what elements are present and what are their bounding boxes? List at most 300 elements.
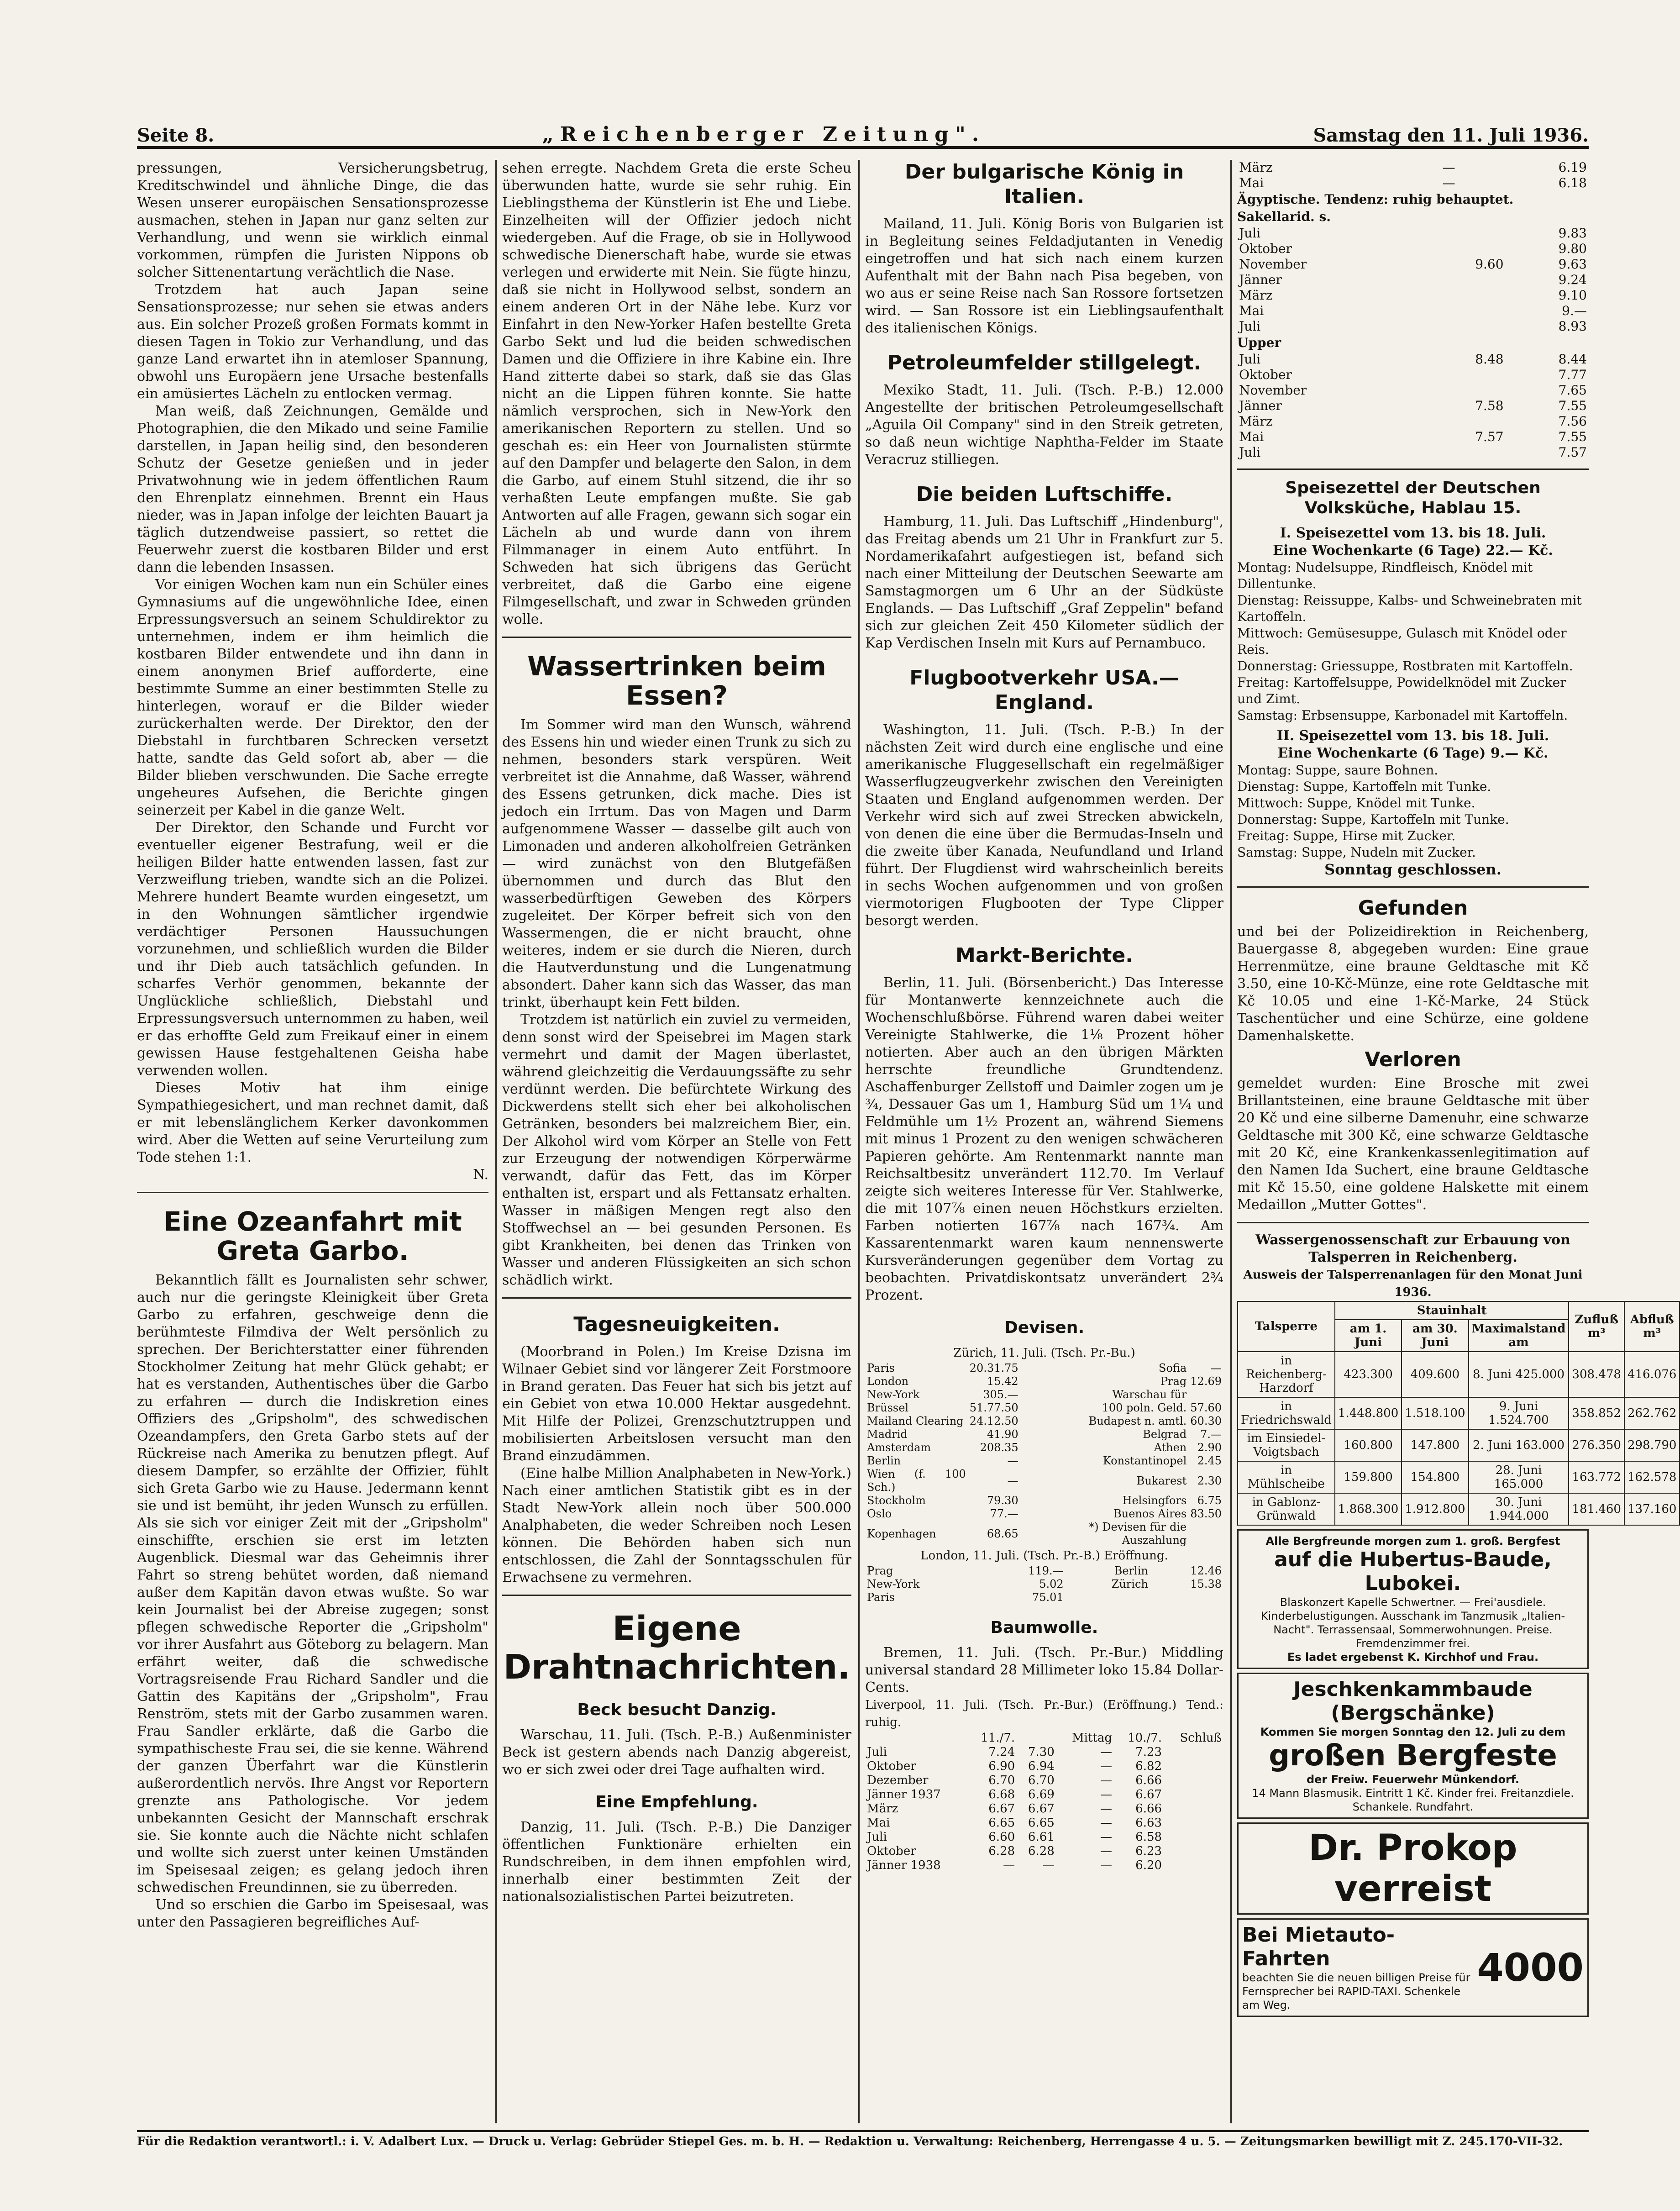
baumwolle-heading: Baumwolle. xyxy=(990,1618,1098,1637)
table-cell: — xyxy=(1100,1788,1113,1801)
talsperren-heading: Wassergenossenschaft zur Erbauung von Talsperren in Reichenberg. xyxy=(1255,1232,1570,1265)
cotton-row xyxy=(865,1774,1223,1788)
table-cell xyxy=(1422,226,1505,241)
table-cell: 41.90 xyxy=(987,1428,1018,1441)
verloren-heading: Verloren xyxy=(1365,1048,1461,1071)
table-cell: 6.70 xyxy=(988,1774,1015,1787)
table-cell: 119.— xyxy=(1028,1564,1064,1577)
table-cell: 7.77 xyxy=(1558,367,1587,382)
cotton-row xyxy=(1237,367,1589,383)
menu-item: Freitag: Kartoffelsuppe, Powidelknödel mit Zucker und Zimt. xyxy=(1237,675,1566,706)
table-row xyxy=(1238,1397,1680,1429)
table-cell xyxy=(1422,367,1505,383)
table-cell: März xyxy=(1239,414,1273,429)
article-paragraph: Warschau, 11. Juli. (Tsch. P.-B.) Außenminister Beck ist gestern abends nach Danzig abgereist, wo er sich zwei oder drei Tage aufhalten wird. xyxy=(502,1727,851,1778)
table-cell: Mai xyxy=(867,1816,890,1830)
table-cell: Madrid xyxy=(867,1428,908,1441)
table-cell: 24.12.50 xyxy=(969,1415,1018,1427)
devisen-heading: Devisen. xyxy=(1004,1318,1085,1337)
ad-line: auf die Hubertus-Baude, Lubokei. xyxy=(1274,1548,1552,1595)
table-cell: 2. Juni 163.000 xyxy=(1469,1429,1569,1461)
table-cell: 20.31.75 xyxy=(969,1362,1018,1374)
sakel-heading: Sakellarid. s. xyxy=(1237,209,1331,224)
menu-item: Mittwoch: Gemüsesuppe, Gulasch mit Knödel oder Reis. xyxy=(1237,626,1567,657)
article-paragraph: Mexiko Stadt, 11. Juli. (Tsch. P.-B.) 12.000 Angestellte der britischen Petroleumgesellschaft „Aguila Oil Company" sind in den Streik getreten, so daß neun wichtige Naphtha-Felder im Staate Veracruz stilliegen. xyxy=(865,382,1223,468)
table-cell: New-York xyxy=(867,1578,920,1590)
menu-item: Mittwoch: Suppe, Knödel mit Tunke. xyxy=(1237,795,1475,811)
table-cell: 6.68 xyxy=(988,1788,1015,1801)
table-cell: 2.90 xyxy=(1197,1441,1222,1454)
cotton-row xyxy=(1237,288,1589,303)
table-cell: 77.— xyxy=(990,1507,1018,1520)
speise-closed: Sonntag geschlossen. xyxy=(1324,861,1502,878)
devisen-table-london xyxy=(865,1564,1223,1604)
menu-item: Freitag: Suppe, Hirse mit Zucker. xyxy=(1237,828,1456,843)
table-cell: — xyxy=(1100,1858,1113,1872)
menu-item: Samstag: Suppe, Nudeln mit Zucker. xyxy=(1237,845,1476,860)
upper-table xyxy=(1237,352,1589,460)
table-header: Mittag xyxy=(1072,1731,1113,1745)
table-cell: 83.50 xyxy=(1190,1507,1222,1520)
table-cell: 7.55 xyxy=(1558,398,1587,413)
baumwolle-source: Liverpool, 11. Juli. (Tsch. Pr.-Bur.) (Eröffnung.) Tend.: ruhig. xyxy=(865,1698,1223,1729)
table-cell: — xyxy=(1007,1454,1018,1467)
menu-item: Donnerstag: Suppe, Kartoffeln mit Tunke. xyxy=(1237,812,1509,827)
table-header: 10./7. xyxy=(1128,1731,1162,1745)
table-cell: 5.02 xyxy=(1039,1578,1064,1590)
cotton-row xyxy=(1237,319,1589,334)
menu-item: Donnerstag: Griessuppe, Rostbraten mit Kartoffeln. xyxy=(1237,658,1573,674)
draht-heading: Eigene Drahtnachrichten. xyxy=(503,1609,850,1687)
table-cell: 6.23 xyxy=(1135,1844,1162,1858)
table-cell: — xyxy=(1442,175,1455,190)
ad-hubertus-baude xyxy=(1237,1529,1589,1669)
article-paragraph: Man weiß, daß Zeichnungen, Gemälde und Photographien, die den Mikado und seine Familie darstellen, in Japan heilig sind, den besonderen Schutz der Gesetze genießen und in jeder Privatwohnung wie in jedem öffentlichen Raum den Ehrenplatz einnehmen. Brennt ein Haus nieder, was in Japan infolge der leichten Bauart ja täglich dutzendweise passiert, so rettet die Feuerwehr zuerst die kostbaren Bilder und erst dann die lebenden Insassen. xyxy=(137,403,488,575)
menu-item: Montag: Suppe, saure Bohnen. xyxy=(1237,763,1438,778)
column-2 xyxy=(502,160,851,2123)
table-cell: 6.65 xyxy=(1028,1816,1055,1830)
column-1 xyxy=(137,160,488,2123)
article-paragraph: Washington, 11. Juli. (Tsch. P.-B.) In der nächsten Zeit wird durch eine englische und eine amerikanische Fluggesellschaft ein regelmäßiger Wasserflugzeugverkehr zwischen den Vereinigten Staaten und England aufgenommen werden. Der Verkehr wird sich auf zwei Strecken abwickeln, von denen die eine über die Bermudas-Inseln und die zweite über Kanada, Neufundland und Irland führt. Der Flugdienst wird wahrscheinlich bereits in sechs Wochen aufgenommen und von großen viermotorigen Flugbooten der Type Clipper besorgt werden. xyxy=(865,722,1223,929)
table-cell: Belgrad xyxy=(1143,1428,1187,1441)
cotton-row xyxy=(1237,429,1589,445)
cotton-row xyxy=(865,1759,1223,1774)
table-cell: 305.— xyxy=(983,1388,1018,1401)
table-cell: 8. Juni 425.000 xyxy=(1469,1352,1569,1397)
table-cell: 276.350 xyxy=(1569,1429,1624,1461)
table-cell: New-York xyxy=(867,1388,920,1401)
table-cell: 6.66 xyxy=(1135,1802,1162,1816)
table-cell: 9.24 xyxy=(1558,272,1587,287)
menu-item: Dienstag: Suppe, Kartoffeln mit Tunke. xyxy=(1237,779,1491,794)
table-cell: 6.75 xyxy=(1197,1494,1222,1507)
table-cell: Helsingfors xyxy=(1122,1494,1187,1507)
column-rule xyxy=(1230,160,1232,2123)
cotton-row xyxy=(865,1858,1223,1873)
table-cell: 2.30 xyxy=(1197,1474,1222,1487)
cotton-row xyxy=(1237,383,1589,398)
table-cell: November xyxy=(1239,383,1307,398)
table-cell: 6.67 xyxy=(988,1802,1015,1816)
cotton-row xyxy=(865,1788,1223,1802)
cotton-row xyxy=(865,1830,1223,1844)
aegypt-heading: Ägyptische. Tendenz: ruhig behauptet. xyxy=(1237,192,1514,207)
table-cell: Mai xyxy=(1239,175,1264,190)
table-cell: 57.60 xyxy=(1190,1401,1222,1414)
devisen-row xyxy=(865,1441,1223,1454)
ad-taxi xyxy=(1237,1918,1589,2017)
table-cell: Juli xyxy=(867,1745,887,1759)
bulgarian-king-heading: Der bulgarische König in Italien. xyxy=(904,160,1184,208)
ad-line: Jeschkenkammbaude (Bergschänke) xyxy=(1293,1678,1533,1725)
table-cell: 8.48 xyxy=(1475,352,1504,367)
cotton-row xyxy=(865,1745,1223,1759)
table-cell: 51.77.50 xyxy=(969,1401,1018,1414)
cotton-row xyxy=(1237,241,1589,257)
devisen-source-london: London, 11. Juli. (Tsch. Pr.-B.) Eröffnung. xyxy=(920,1549,1168,1563)
devisen-table xyxy=(865,1362,1223,1547)
table-cell: 9.80 xyxy=(1558,241,1587,256)
beck-heading: Beck besucht Danzig. xyxy=(577,1700,777,1719)
devisen-row xyxy=(865,1362,1223,1375)
table-cell: 9.83 xyxy=(1558,226,1587,241)
table-cell: 6.28 xyxy=(1028,1844,1055,1858)
ad-line: Blaskonzert Kapelle Schwertner. — Frei'ausdiele. Kinderbelustigungen. Ausschank im Tanzmusik „Italien-Nacht". Terrassensaal, Sommerwohnungen. Preise. Fremdenzimmer frei. xyxy=(1260,1596,1565,1650)
table-cell: 6.94 xyxy=(1028,1759,1055,1773)
speise2-heading: II. Speisezettel vom 13. bis 18. Juli. xyxy=(1276,728,1549,744)
table-cell: März xyxy=(1239,288,1273,303)
table-cell: Warschau für xyxy=(1112,1388,1187,1401)
table-cell: 416.076 xyxy=(1624,1352,1680,1397)
table-cell: 154.800 xyxy=(1402,1461,1468,1493)
table-cell xyxy=(1188,1521,1223,1547)
table-cell: Paris xyxy=(867,1591,895,1604)
table-cell: Jänner xyxy=(1239,272,1282,287)
article-paragraph: Berlin, 11. Juli. (Börsenbericht.) Das Interesse für Montanwerte kennzeichnete auch die Wochenschlußbörse. Führend waren dabei weiter Vereinigte Stahlwerke, die 1⅛ Prozent höher notierten. Aber auch an den übrigen Märkten herrschte freundliche Grundtendenz. Aschaffenburger Zellstoff und Daimler zogen um je ¾, Dessauer Gas um 1, Hamburg Süd um 1¼ und Feldmühle um 1½ Prozent an, während Siemens mit minus 1 Prozent zu den wenigen schwächeren Papieren gehörte. Am Rentenmarkt nannte man Reichsaltbesitz unverändert 112.70. Im Verlauf zeigte sich weiteres Interesse für Ver. Stahlwerke, die mit 107⅞ einen neuen Höchstkurs erzielten. Farben notierten 167⅞ nach 167¾. Am Kassarentenmarkt waren kaum nennenswerte Kursveränderungen gegenüber dem Vortag zu beobachten. Privatdiskontsatz unverändert 2¾ Prozent. xyxy=(865,975,1223,1303)
table-cell: 8.93 xyxy=(1558,319,1587,334)
table-cell: 9.10 xyxy=(1558,288,1587,303)
table-cell: 75.01 xyxy=(1032,1591,1064,1604)
table-cell xyxy=(1422,288,1505,303)
table-cell: 6.61 xyxy=(1028,1830,1055,1844)
table-cell: Stockholm xyxy=(867,1494,926,1507)
table-cell xyxy=(1422,445,1505,460)
article-paragraph: Im Sommer wird man den Wunsch, während des Essens hin und wieder einen Trunk zu sich zu nehmen, besonders stark verspüren. Weit verbreitet ist die Annahme, daß Wasser, während des Essens getrunken, dick mache. Dies ist jedoch ein Irrtum. Das von Magen und Darm aufgenommene Wasser — dasselbe gilt auch von Limonaden und anderen alkoholfreien Getränken — wird zunächst von den Blutgefäßen übernommen und durch das Blut den wasserbedürftigen Geweben des Körpers zugeleitet. Der Körper befreit sich von den Wassermengen, die er nicht braucht, ohne weiteres, indem er sie durch die Nieren, durch die Hautverdunstung und die Lungenatmung absondert. Daher kann sich das Wasser, das man trinkt, überhaupt kein Fett bilden. xyxy=(502,717,851,1011)
ad-line: der Freiw. Feuerwehr Münkendorf. xyxy=(1306,1773,1520,1786)
table-cell: — xyxy=(1100,1802,1113,1816)
flugboot-heading: Flugbootverkehr USA.—England. xyxy=(909,666,1179,714)
table-cell: — xyxy=(1100,1774,1113,1787)
gefunden-heading: Gefunden xyxy=(1358,896,1468,920)
table-cell: 9.— xyxy=(1562,303,1587,318)
table-cell: 137.160 xyxy=(1624,1493,1680,1525)
table-cell: Bukarest xyxy=(1136,1474,1187,1487)
table-cell: 308.478 xyxy=(1569,1352,1624,1397)
table-cell: 6.20 xyxy=(1135,1858,1162,1872)
sakel-table xyxy=(1237,226,1589,334)
devisen-row xyxy=(865,1415,1223,1428)
menu-item: Montag: Nudelsuppe, Rindfleisch, Knödel mit Dillentunke. xyxy=(1237,560,1533,591)
table-row xyxy=(1238,1493,1680,1525)
table-cell: 7.23 xyxy=(1135,1745,1162,1759)
devisen-row xyxy=(865,1375,1223,1388)
table-cell: im Einsiedel-Voigtsbach xyxy=(1238,1429,1335,1461)
cotton-row xyxy=(1237,175,1589,191)
table-cell: Oslo xyxy=(867,1507,892,1520)
table-cell: Mailand Clearing xyxy=(867,1415,964,1427)
table-cell: Brüssel xyxy=(867,1401,909,1414)
table-cell: Jänner xyxy=(1239,398,1282,413)
cotton-row xyxy=(1237,160,1589,175)
table-cell: 6.65 xyxy=(988,1816,1015,1830)
ad-line: großen Bergfeste xyxy=(1269,1739,1557,1773)
table-cell xyxy=(1422,303,1505,319)
devisen-row xyxy=(865,1494,1223,1507)
ad-phone-number: 4000 xyxy=(1477,1945,1584,1990)
table-cell: 2.45 xyxy=(1197,1454,1222,1467)
table-cell: London xyxy=(867,1375,909,1388)
table-cell: *) Devisen für die Auszahlung xyxy=(1089,1521,1187,1547)
devisen-row xyxy=(865,1468,1223,1494)
table-header: am 1. Juni xyxy=(1335,1320,1402,1352)
cotton-row xyxy=(1237,445,1589,460)
issue-date: Samstag den 11. Juli 1936. xyxy=(1313,125,1589,146)
table-cell: 15.38 xyxy=(1190,1578,1222,1590)
table-header: am 30. Juni xyxy=(1402,1320,1468,1352)
article-paragraph: Vor einigen Wochen kam nun ein Schüler eines Gymnasiums auf die ungewöhnliche Idee, einen Erpressungsversuch an seinem Schuldirektor zu unternehmen, indem er ihm heimlich die kostbaren Bilder entwendete und ihn dann in einem anonymen Brief aufforderte, eine bestimmte Summe an einer bestimmten Stelle zu hinterlegen, worauf er die Bilder wieder zurückerhalten werde. Der Direktor, den der Diebstahl in furchtbaren Schrecken versetzt hatte, sandte das Geld sofort ab, aber — die Bilder blieben verschwunden. Die Sache erregte ungeheures Aufsehen, die Berichte gingen seinerzeit per Kabel in die ganze Welt. xyxy=(137,577,488,818)
cotton-row xyxy=(1237,257,1589,272)
divider xyxy=(1237,886,1589,888)
table-cell: Jänner 1938 xyxy=(867,1858,941,1872)
table-cell: 7.57 xyxy=(1475,429,1504,444)
table-cell: 6.28 xyxy=(988,1844,1015,1858)
table-cell: 9.60 xyxy=(1475,257,1504,272)
devisen-row xyxy=(865,1388,1223,1401)
talsperren-table xyxy=(1237,1301,1680,1526)
ad-line: Es ladet ergebenst K. Kirchhof und Frau. xyxy=(1287,1651,1539,1664)
upper-heading: Upper xyxy=(1237,335,1281,350)
article-paragraph: (Eine halbe Million Analphabeten in New-York.) Nach einer amtlichen Statistik gibt es in der Stadt New-York allein noch über 500.000 Analphabeten, die weder Schreiben noch Lesen können. Die Behörden haben sich nun entschlossen, die Zahl der Sonntagsschulen für Erwachsene zu vermehren. xyxy=(502,1465,851,1585)
article-paragraph: Trotzdem hat auch Japan seine Sensationsprozesse; nur sehen sie etwas anders aus. Ein solcher Prozeß großen Formats kommt in diesen Tagen in Tokio zur Verhandlung, und das ganze Land erwartet ihn in atemloser Spannung, obwohl uns Europäern jene Ursache bestenfalls ein amüsiertes Lächeln zu entlocken vermag. xyxy=(137,282,488,402)
table-cell xyxy=(1066,1591,1150,1604)
table-cell: Oktober xyxy=(1239,367,1292,382)
menu-item: Dienstag: Reissuppe, Kalbs- und Schweinebraten mit Kartoffeln. xyxy=(1237,593,1582,624)
table-cell: 6.90 xyxy=(988,1759,1015,1773)
divider xyxy=(502,1595,851,1596)
table-cell xyxy=(1422,319,1505,334)
page-number: Seite 8. xyxy=(137,125,215,146)
table-cell: — xyxy=(1007,1474,1018,1487)
petroleum-heading: Petroleumfelder stillgelegt. xyxy=(887,351,1202,374)
ad-line: Dr. Prokop verreist xyxy=(1308,1827,1517,1910)
table-cell: Juli xyxy=(1239,445,1261,460)
table-cell: 6.82 xyxy=(1135,1759,1162,1773)
cotton-row xyxy=(1237,352,1589,367)
baumwolle-table xyxy=(865,1731,1223,1873)
article-paragraph: Dieses Motiv hat ihm einige Sympathiegesichert, und man rechnet damit, daß er mit lebenslänglichem Kerker davonkommen wird. Aber die Wetten auf seine Verurteilung zum Tode stehen 1:1. xyxy=(137,1080,488,1165)
table-cell: 6.67 xyxy=(1028,1802,1055,1816)
table-cell: Prag xyxy=(867,1564,893,1577)
table-header: Zufluß m³ xyxy=(1569,1301,1624,1352)
column-rule xyxy=(858,160,860,2123)
table-cell: — xyxy=(1100,1816,1113,1830)
table-cell: Wien (f. 100 Sch.) xyxy=(867,1468,966,1494)
cotton-row xyxy=(865,1844,1223,1858)
table-cell: Oktober xyxy=(867,1759,916,1773)
devisen-row xyxy=(865,1454,1223,1468)
article-paragraph: Trotzdem ist natürlich ein zuviel zu vermeiden, denn sonst wird der Speisebrei im Magen stark vermehrt und damit der Magen überlastet, während gleichzeitig die Verdauungssäfte zu sehr verdünnt werden. Die befürchtete Wirkung des Dickwerdens stellt sich eher bei alkoholischen Getränken, besonders bei malzreichem Bier, ein. Der Alkohol wird vom Körper an Stelle von Fett zur Erzeugung der notwendigen Körperwärme verwandt, dafür das Fett, das im Körper enthalten ist, erspart und als Fettansatz erhalten. Wasser in mäßigen Mengen regt also den Stoffwechsel an — bei gesunden Personen. Es gibt Krankheiten, bei denen das Trinken von Wasser und anderen Flüssigkeiten an sich schon schädlich wirkt. xyxy=(502,1012,851,1288)
table-cell: 181.460 xyxy=(1569,1493,1624,1525)
table-cell: Juli xyxy=(1239,352,1261,367)
devisen-row xyxy=(865,1507,1223,1521)
table-cell: 6.67 xyxy=(1135,1788,1162,1801)
article-paragraph: Hamburg, 11. Juli. Das Luftschiff „Hindenburg", das Freitag abends um 21 Uhr in Frankfurt zur 5. Nordamerikafahrt aufgestiegen ist, befand sich nach einer Mitteilung der Deutschen Seewarte am Samstagmorgen um 6 Uhr an der Südküste Englands. — Das Luftschiff „Graf Zeppelin" befand sich zur gleichen Zeit 450 Kilometer südlich der Kap Verdischen Inseln mit Kurs auf Pernambuco. xyxy=(865,514,1223,651)
empfehlung-heading: Eine Empfehlung. xyxy=(595,1793,758,1811)
table-header xyxy=(1017,1731,1056,1745)
table-cell: Mai xyxy=(1239,303,1264,318)
table-cell xyxy=(1188,1388,1223,1401)
table-cell xyxy=(1422,414,1505,429)
article-paragraph: Und so erschien die Garbo im Speisesaal, was unter den Passagieren begreifliches Auf- xyxy=(137,1897,488,1930)
wasser-heading: Wassertrinken beim Essen? xyxy=(527,651,826,711)
table-cell: 6.69 xyxy=(1028,1788,1055,1801)
ad-line: 14 Mann Blasmusik. Eintritt 1 Kč. Kinder frei. Freitanzdiele. Schankele. Rundfahrt. xyxy=(1252,1787,1574,1813)
table-cell xyxy=(1150,1591,1223,1604)
table-cell: Buenos Aires xyxy=(1113,1507,1187,1520)
table-header: Stauinhalt xyxy=(1335,1301,1569,1320)
divider xyxy=(137,1192,488,1193)
devisen-row xyxy=(865,1578,1223,1591)
table-cell: Athen xyxy=(1154,1441,1187,1454)
table-cell: 423.300 xyxy=(1335,1352,1402,1397)
devisen-row xyxy=(865,1428,1223,1441)
table-cell: März xyxy=(867,1802,898,1816)
divider xyxy=(1237,1222,1589,1223)
cotton-row xyxy=(1237,414,1589,429)
table-header-row xyxy=(865,1731,1223,1745)
table-cell: 6.60 xyxy=(988,1830,1015,1844)
table-cell: 358.852 xyxy=(1569,1397,1624,1429)
table-cell: 6.70 xyxy=(1028,1774,1055,1787)
article-paragraph: Bekanntlich fällt es Journalisten sehr schwer, auch nur die geringste Kleinigkeit über Greta Garbo zu erfahren, geschweige denn die berühmteste Filmdiva der Welt persönlich zu sprechen. Der Berichterstatter einer führenden Stockholmer Zeitung hat mehr Glück gehabt; er hat es verstanden, Authentisches über die Garbo zu erfahren — durch die Indiskretion eines Offiziers des „Gripsholm", des schwedischen Ozeandampfers, den Greta Garbo stets auf der Rückreise nach Amerika zu benutzen pflegt. Auf diesem Dampfer, so erzählte der Offizier, fühlt sich Greta Garbo wie zu Hause. Jedermann kennt sie und ist bemüht, ihr jeden Wunsch zu erfüllen. Als sie sich vor einiger Zeit mit der „Gripsholm" einschiffte, erschien sie erst im letzten Augenblick. Diesmal war das Geheimnis ihrer Fahrt so streng behütet worden, daß niemand außer dem Kapitän davon etwas wußte. So war kein Journalist bei der Abreise zugegen; sonst pflegen schwedische Reporter die „Gripsholm" vor ihrer Ausfahrt aus Göteborg zu belagern. Man erfährt weiter, daß die schwedische Vortragsreisende Frau Richard Sandler und die Gattin des Kapitäns der „Gripsholm", Frau Renström, stets mit der Garbo zusammen waren. Frau Sandler erklärte, daß die Garbo die sympathischeste Frau sei, die sie kenne. Während der ganzen Überfahrt war die Künstlerin außerordentlich nervös. Ihre Angst vor Reportern grenzte ans Pathologische. Vor jedem unbekannten Gesicht der Mannschaft erschrak sie. Sie konnte auch die Nächte nicht schlafen und wollte sich zuerst unter keinen Umständen im Speisesaal zeigen; es gelang jedoch ihren schwedischen Freundinnen, sie zu überreden. xyxy=(137,1272,488,1895)
article-paragraph: pressungen, Versicherungsbetrug, Kreditschwindel und ähnliche Dinge, die das Wesen unserer europäischen Sensationsprozesse ausmachen, stehen in Japan nur ganz selten zur Verhandlung, und wenn sie wirklich einmal vorkommen, rümpfen die Juristen Nippons ob solcher Sittenentartung verächtlich die Nase. xyxy=(137,160,488,280)
table-cell: 298.790 xyxy=(1624,1429,1680,1461)
table-cell: 100 poln. Geld. xyxy=(1102,1401,1187,1414)
table-cell: 7.30 xyxy=(1028,1745,1055,1759)
table-cell: 7.24 xyxy=(988,1745,1015,1759)
article-paragraph: Danzig, 11. Juli. (Tsch. P.-B.) Die Danziger öffentlichen Funktionäre erhielten ein Rundschreiben, in dem ihnen empfohlen wird, innerhalb einer bestimmten Zeit der nationalsozialistischen Partei beizutreten. xyxy=(502,1819,851,1905)
article-signature: N. xyxy=(473,1167,488,1183)
table-cell: 7.56 xyxy=(1558,414,1587,429)
table-cell: — xyxy=(1211,1362,1222,1374)
table-cell: in Mühlscheibe xyxy=(1238,1461,1335,1493)
table-cell: Mai xyxy=(1239,429,1264,444)
table-cell: Prag xyxy=(1160,1375,1187,1388)
table-header: Abfluß m³ xyxy=(1624,1301,1680,1352)
table-cell: 1.868.300 xyxy=(1335,1493,1402,1525)
table-cell: 12.46 xyxy=(1190,1564,1222,1577)
table-cell: März xyxy=(1239,160,1273,175)
table-cell: 1.912.800 xyxy=(1402,1493,1468,1525)
table-cell: Budapest n. amtl. xyxy=(1088,1415,1187,1427)
table-cell: Zürich xyxy=(1111,1578,1148,1590)
article-paragraph: gemeldet wurden: Eine Brosche mit zwei Brillantsteinen, eine braune Geldtasche mit über 20 Kč und eine silberne Damenuhr, eine schwarze Geldtasche mit 300 Kč, eine schwarze Geldtasche mit 20 Kč, eine Krankenkassenlegitimation auf den Namen Ida Suchert, eine braune Geldtasche mit Kč 15.50, eine goldene Halskette mit einem Medaillon „Mutter Gottes". xyxy=(1237,1075,1589,1213)
table-cell xyxy=(1422,272,1505,288)
table-cell: Paris xyxy=(867,1362,895,1374)
table-cell: 7.58 xyxy=(1475,398,1504,413)
cotton-row xyxy=(1237,303,1589,319)
column-rule xyxy=(495,160,497,2123)
table-cell: 30. Juni 1.944.000 xyxy=(1469,1493,1569,1525)
devisen-row xyxy=(865,1564,1223,1578)
speise1-heading: I. Speisezettel vom 13. bis 18. Juli. xyxy=(1280,525,1546,541)
table-cell: 163.772 xyxy=(1569,1461,1624,1493)
table-cell: 7.65 xyxy=(1558,383,1587,398)
divider xyxy=(502,1297,851,1299)
ad-jeschken xyxy=(1237,1673,1589,1819)
ad-line: Bei Mietauto-Fahrten xyxy=(1242,1923,1395,1970)
table-cell: — xyxy=(1100,1844,1113,1858)
table-cell: 262.762 xyxy=(1624,1397,1680,1429)
ad-line: Alle Bergfreunde morgen zum 1. groß. Bergfest xyxy=(1265,1535,1560,1548)
table-cell: Berlin xyxy=(867,1454,901,1467)
table-cell: — xyxy=(1100,1745,1113,1759)
table-row xyxy=(1238,1352,1680,1397)
table-cell: in Gablonz-Grünwald xyxy=(1238,1493,1335,1525)
table-cell: in Reichenberg-Harzdorf xyxy=(1238,1352,1335,1397)
table-cell: 60.30 xyxy=(1190,1415,1222,1427)
cotton-row xyxy=(1237,272,1589,288)
table-header: Maximalstand am xyxy=(1469,1320,1569,1352)
column-3 xyxy=(865,160,1223,2123)
table-cell: Kopenhagen xyxy=(867,1527,936,1540)
table-cell: 1.518.100 xyxy=(1402,1397,1468,1429)
cotton-row xyxy=(1237,226,1589,241)
airships-heading: Die beiden Luftschiffe. xyxy=(916,483,1173,506)
table-cell: 409.600 xyxy=(1402,1352,1468,1397)
table-cell: Juli xyxy=(1239,226,1261,241)
table-row xyxy=(1238,1461,1680,1493)
table-cell: 9.63 xyxy=(1558,257,1587,272)
tages-heading: Tagesneuigkeiten. xyxy=(573,1313,780,1336)
menu-item: Samstag: Erbsensuppe, Karbonadel mit Kartoffeln. xyxy=(1237,708,1568,723)
table-cell: in Friedrichswald xyxy=(1238,1397,1335,1429)
devisen-row xyxy=(865,1591,1223,1604)
table-cell: — xyxy=(1100,1830,1113,1844)
table-header: Talsperre xyxy=(1238,1301,1335,1352)
speise-heading: Speisezettel der Deutschen Volksküche, Hablau 15. xyxy=(1285,479,1541,517)
ad-line: beachten Sie die neuen billigen Preise für Fernsprecher bei RAPID-TAXI. Schenkele am Weg. xyxy=(1242,1971,1470,2011)
table-cell: 7.— xyxy=(1200,1428,1222,1441)
table-cell: 147.800 xyxy=(1402,1429,1468,1461)
article-paragraph: (Moorbrand in Polen.) Im Kreise Dzisna im Wilnaer Gebiet sind vor längerer Zeit Forstmoore in Brand geraten. Das Feuer hat sich bis jetzt auf ein Gebiet von etwa 10.000 Hektar ausgedehnt. Mit Hilfe der Polizei, Grenzschutztruppen und mobilisierten Arbeitslosen versucht man den Brand einzudämmen. xyxy=(502,1344,851,1464)
table-cell: Juli xyxy=(1239,319,1261,334)
devisen-row xyxy=(865,1521,1223,1547)
table-cell: 6.66 xyxy=(1135,1774,1162,1787)
table-cell: Juli xyxy=(867,1830,887,1844)
markt-heading: Markt-Berichte. xyxy=(956,944,1133,967)
table-cell: — xyxy=(1100,1759,1113,1773)
devisen-source: Zürich, 11. Juli. (Tsch. Pr.-Bu.) xyxy=(953,1346,1135,1360)
table-cell: 162.578 xyxy=(1624,1461,1680,1493)
table-cell: 6.18 xyxy=(1558,175,1587,190)
table-cell: 68.65 xyxy=(987,1527,1018,1540)
divider xyxy=(1237,469,1589,470)
table-cell: 159.800 xyxy=(1335,1461,1402,1493)
table-cell: — xyxy=(1042,1858,1055,1872)
article-paragraph: Der Direktor, den Schande und Furcht vor eventueller eigener Bestrafung, weil er die heiligen Bilder hatte entwenden lassen, fast zur Verzweiflung trieben, wandte sich an die Polizei. Mehrere hundert Beamte wurden eingesetzt, um in den Wohnungen sämtlicher irgendwie verdächtiger Personen Haussuchungen vorzunehmen, und schließlich wurden die Bilder und ihr Dieb auch tatsächlich gefunden. In scharfes Verhör genommen, bekannte der Unglückliche schließlich, Diebstahl und Erpressungsversuch unternommen zu haben, weil er das erhoffte Geld zum Freikauf einer in einem gewissen Hause festgehaltenen Geisha habe verwenden wollen. xyxy=(137,820,488,1079)
cotton-row xyxy=(865,1802,1223,1816)
